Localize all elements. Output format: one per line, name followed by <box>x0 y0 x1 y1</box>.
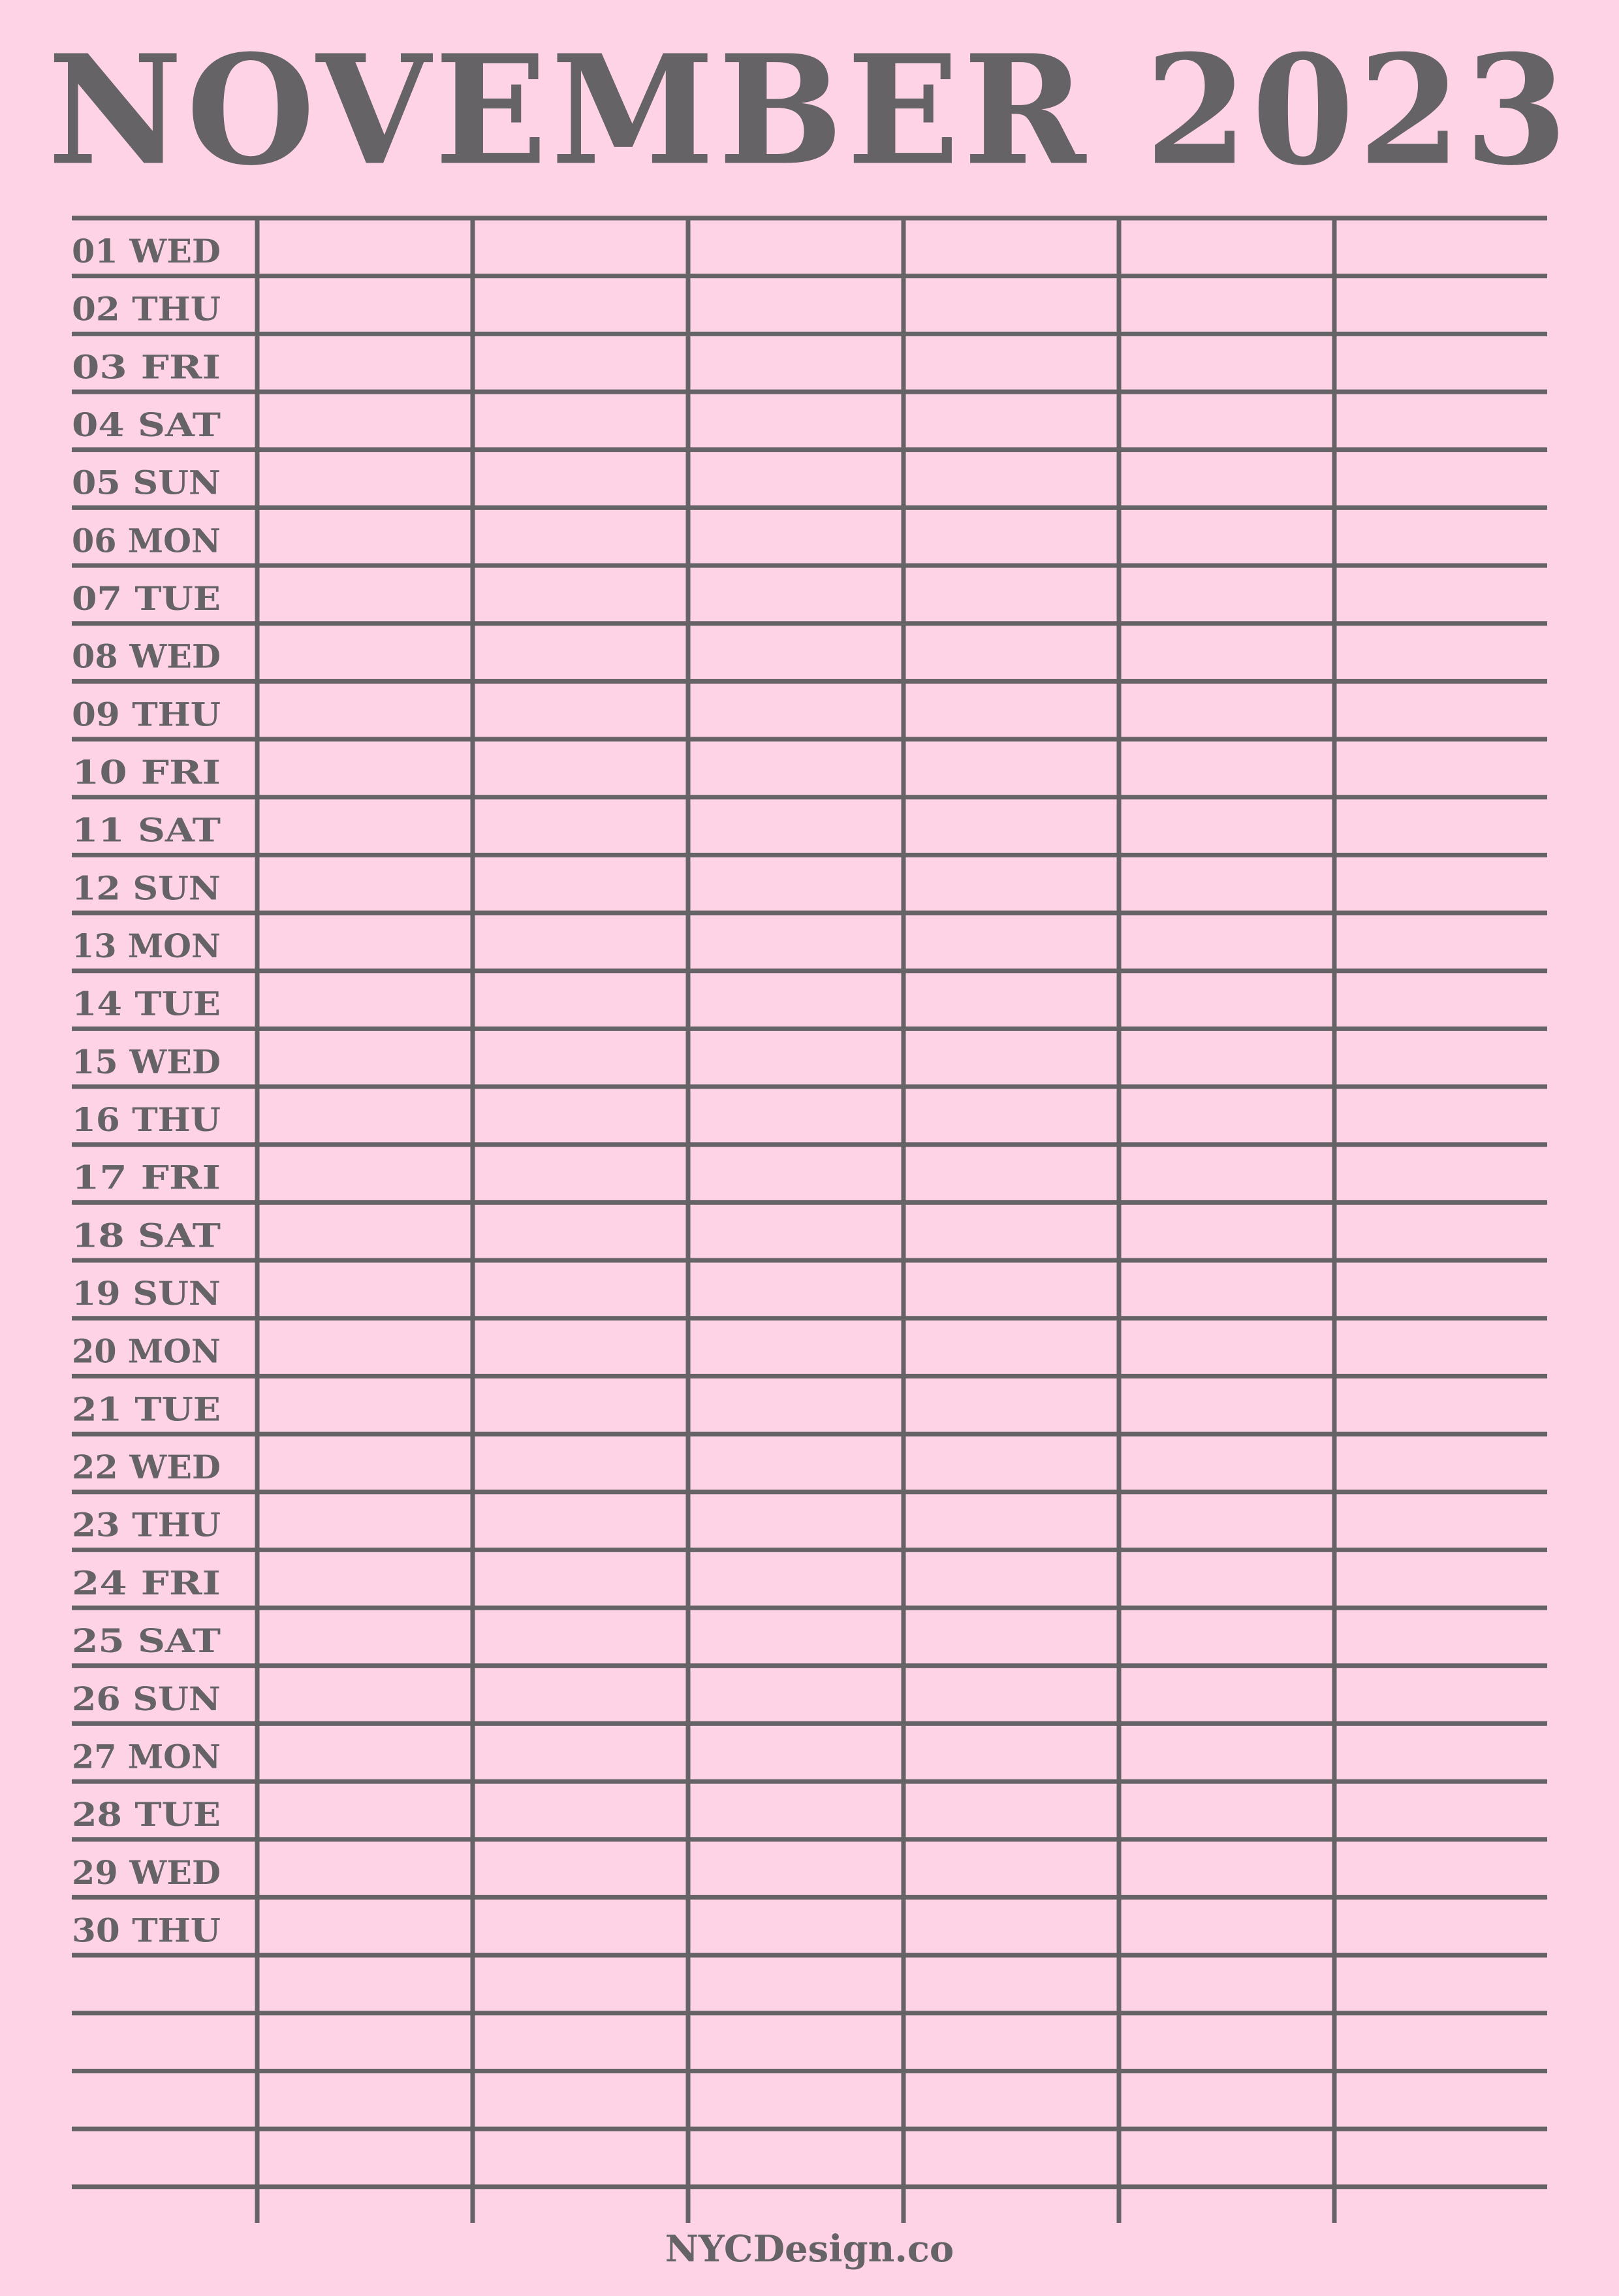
day-label: 26 SUN <box>72 1679 221 1718</box>
day-label: 01 WED <box>72 232 221 270</box>
day-label: 11 SAT <box>72 810 221 850</box>
day-label: 22 WED <box>72 1448 221 1487</box>
day-label: 20 MON <box>72 1331 221 1371</box>
day-label: 15 WED <box>72 1042 221 1081</box>
day-label: 17 FRI <box>72 1158 221 1197</box>
day-label: 29 WED <box>72 1853 221 1892</box>
day-label: 14 TUE <box>72 984 221 1023</box>
day-label: 23 THU <box>72 1505 221 1544</box>
day-label: 10 FRI <box>72 753 221 792</box>
day-label: 09 THU <box>72 695 221 734</box>
day-label: 25 SAT <box>72 1621 221 1661</box>
day-label: 07 TUE <box>72 579 221 618</box>
footer-credit: NYCDesign.co <box>665 2227 954 2271</box>
day-label: 19 SUN <box>72 1274 221 1313</box>
day-label: 21 TUE <box>72 1390 221 1429</box>
day-label: 05 SUN <box>72 463 221 502</box>
day-label: 02 THU <box>72 289 221 328</box>
page-title: NOVEMBER 2023 <box>47 22 1572 199</box>
day-label: 24 FRI <box>72 1563 221 1602</box>
day-label: 30 THU <box>72 1911 221 1950</box>
day-label: 03 FRI <box>72 347 221 387</box>
day-label: 18 SAT <box>72 1216 221 1255</box>
day-label: 04 SAT <box>72 406 221 445</box>
day-label: 08 WED <box>72 637 221 676</box>
day-label: 12 SUN <box>72 869 221 908</box>
day-label: 16 THU <box>72 1100 221 1140</box>
day-label: 06 MON <box>72 521 221 560</box>
day-label: 13 MON <box>72 927 221 966</box>
day-label: 28 TUE <box>72 1795 221 1834</box>
day-label: 27 MON <box>72 1737 221 1776</box>
